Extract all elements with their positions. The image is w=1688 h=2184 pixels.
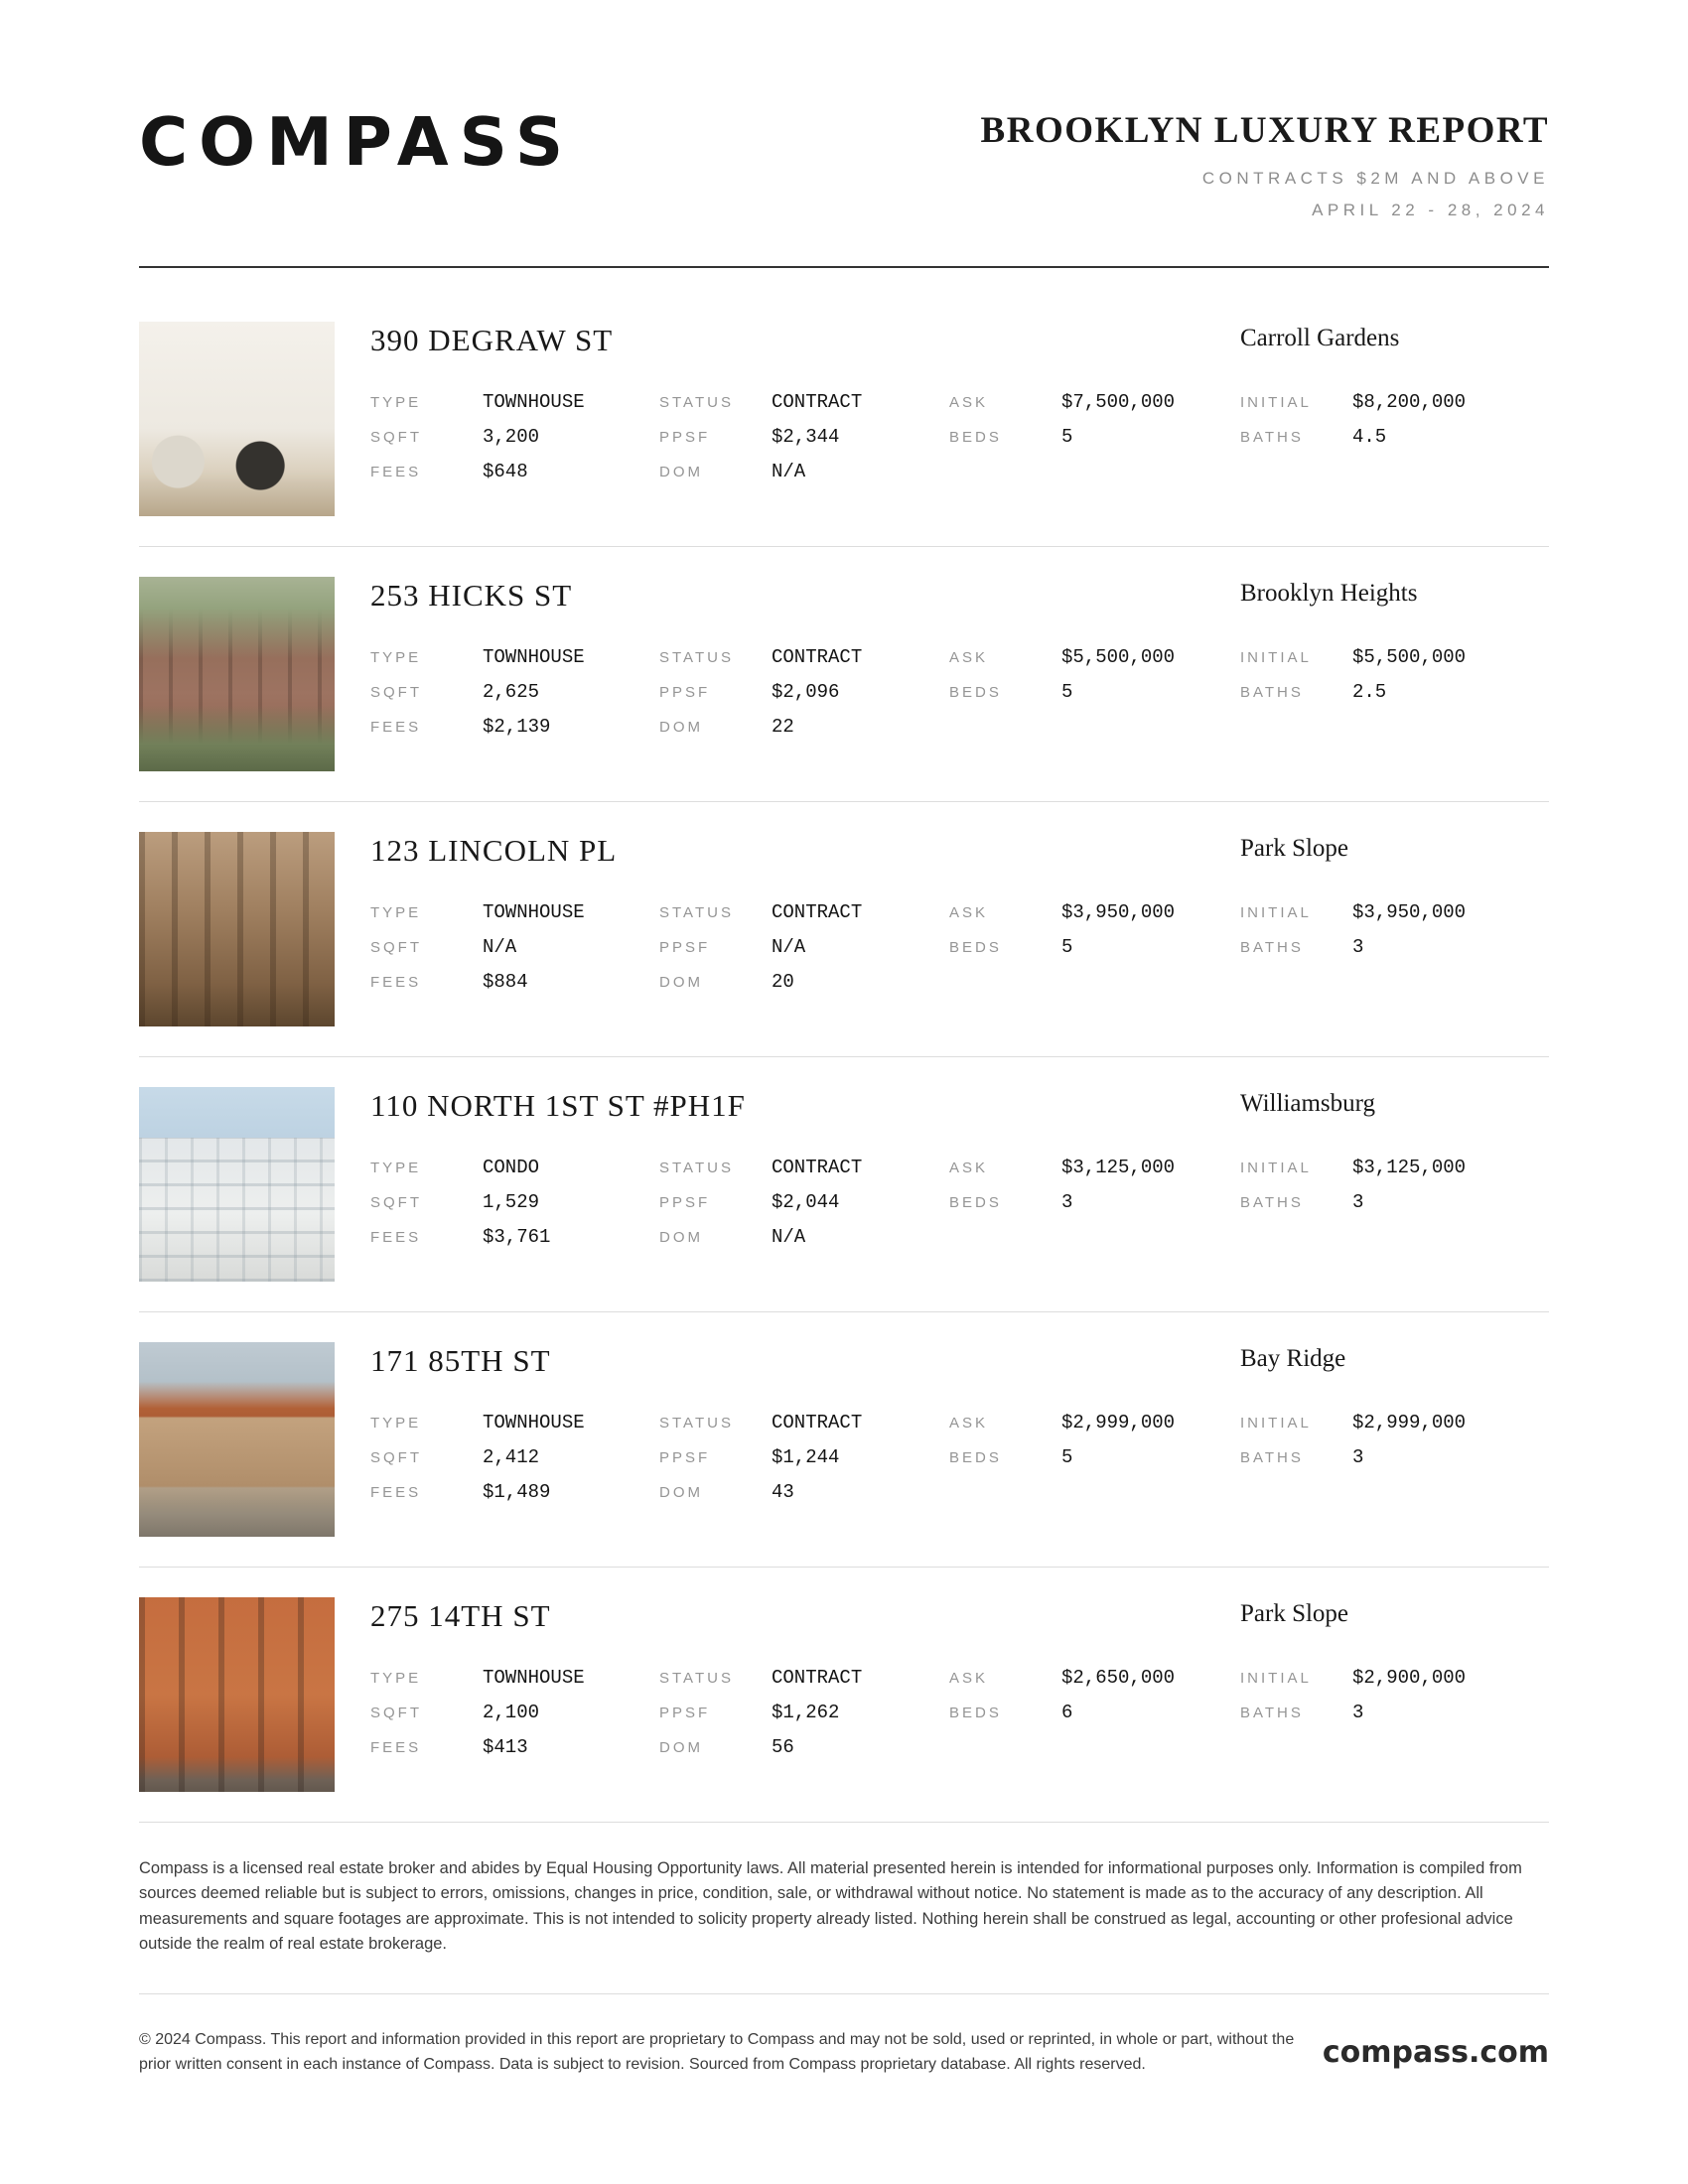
listing-row	[139, 1057, 1549, 1312]
initial-row	[1240, 1406, 1549, 1440]
status-label: STATUS	[659, 648, 734, 666]
listing-details	[370, 1597, 1549, 1792]
listing-data-grid	[370, 895, 1549, 1000]
listing-neighborhood: Carroll Gardens	[1240, 324, 1400, 351]
listing-data-col-3	[949, 1661, 1240, 1765]
listing-neighborhood: Williamsburg	[1240, 1089, 1376, 1117]
initial-label: INITIAL	[1240, 1159, 1312, 1176]
listing-data-grid	[370, 1661, 1549, 1765]
beds-label: BEDS	[949, 938, 1002, 956]
listings	[139, 268, 1549, 1823]
listing-address: 110 NORTH 1ST ST #PH1F	[370, 1087, 746, 1123]
sqft-row	[370, 1185, 659, 1220]
beds-value: 3	[1061, 1191, 1073, 1214]
listing-data-col-3	[949, 1406, 1240, 1510]
baths-value: 2.5	[1352, 681, 1387, 704]
status-value: CONTRACT	[772, 1667, 863, 1690]
listing-details	[370, 1087, 1549, 1282]
disclaimer-section	[139, 1823, 1549, 1994]
baths-value: 3	[1352, 1446, 1364, 1469]
type-row	[370, 385, 659, 420]
listing-neighborhood: Park Slope	[1240, 834, 1349, 862]
property-photo	[139, 832, 335, 1026]
property-photo	[139, 1087, 335, 1282]
fees-value: $648	[483, 461, 528, 483]
listing-data-grid	[370, 1406, 1549, 1510]
type-label: TYPE	[370, 1414, 422, 1432]
ask-row	[949, 385, 1240, 420]
dom-value: 56	[772, 1736, 794, 1759]
beds-row	[949, 1440, 1240, 1475]
type-value: TOWNHOUSE	[483, 901, 585, 924]
ask-row	[949, 640, 1240, 675]
status-label: STATUS	[659, 903, 734, 921]
report-header	[139, 0, 1549, 220]
initial-label: INITIAL	[1240, 1414, 1312, 1432]
baths-row	[1240, 1185, 1549, 1220]
property-photo	[139, 1342, 335, 1537]
ask-label: ASK	[949, 648, 989, 666]
ask-value: $5,500,000	[1061, 646, 1176, 669]
listing-data-col-1	[370, 385, 659, 489]
fees-label: FEES	[370, 1483, 422, 1501]
dom-label: DOM	[659, 1228, 703, 1246]
sqft-row	[370, 930, 659, 965]
ask-row	[949, 1151, 1240, 1185]
sqft-label: SQFT	[370, 683, 422, 701]
listing-data-col-1	[370, 1151, 659, 1255]
type-label: TYPE	[370, 648, 422, 666]
sqft-value: N/A	[483, 936, 517, 959]
fees-value: $413	[483, 1736, 528, 1759]
sqft-label: SQFT	[370, 1448, 422, 1466]
beds-row	[949, 420, 1240, 455]
ppsf-value: $2,044	[772, 1191, 840, 1214]
initial-value: $5,500,000	[1352, 646, 1467, 669]
listing-data-col-2	[659, 1151, 949, 1255]
report-footer	[139, 1994, 1549, 2078]
listing-row	[139, 547, 1549, 802]
listing-data-col-4	[1240, 895, 1549, 1000]
baths-value: 4.5	[1352, 426, 1387, 449]
listing-data-col-3	[949, 1151, 1240, 1255]
listing-data-col-1	[370, 895, 659, 1000]
sqft-value: 3,200	[483, 426, 540, 449]
listing-data-col-2	[659, 640, 949, 745]
listing-data-col-2	[659, 1661, 949, 1765]
dom-value: 20	[772, 971, 794, 994]
dom-row	[659, 1220, 949, 1255]
ask-row	[949, 1661, 1240, 1696]
ppsf-row	[659, 930, 949, 965]
status-row	[659, 1661, 949, 1696]
ask-row	[949, 895, 1240, 930]
baths-label: BATHS	[1240, 683, 1304, 701]
status-row	[659, 895, 949, 930]
type-row	[370, 1661, 659, 1696]
report-title-block	[981, 109, 1549, 220]
listing-data-col-2	[659, 1406, 949, 1510]
type-value: TOWNHOUSE	[483, 646, 585, 669]
listing-data-col-4	[1240, 640, 1549, 745]
type-label: TYPE	[370, 903, 422, 921]
property-photo	[139, 577, 335, 771]
listing-header	[370, 1342, 1549, 1386]
sqft-label: SQFT	[370, 1193, 422, 1211]
baths-row	[1240, 420, 1549, 455]
fees-row	[370, 1730, 659, 1765]
dom-label: DOM	[659, 718, 703, 736]
ppsf-label: PPSF	[659, 1704, 711, 1721]
status-label: STATUS	[659, 1159, 734, 1176]
status-label: STATUS	[659, 1414, 734, 1432]
baths-label: BATHS	[1240, 1704, 1304, 1721]
sqft-value: 2,100	[483, 1702, 540, 1724]
ask-value: $3,950,000	[1061, 901, 1176, 924]
ppsf-value: $2,096	[772, 681, 840, 704]
listing-address: 253 HICKS ST	[370, 577, 573, 613]
fees-label: FEES	[370, 1738, 422, 1756]
beds-row	[949, 675, 1240, 710]
initial-value: $8,200,000	[1352, 391, 1467, 414]
ppsf-row	[659, 1185, 949, 1220]
type-row	[370, 1406, 659, 1440]
listing-header	[370, 577, 1549, 620]
dom-value: 43	[772, 1481, 794, 1504]
baths-label: BATHS	[1240, 1448, 1304, 1466]
initial-row	[1240, 1151, 1549, 1185]
fees-row	[370, 1475, 659, 1510]
fees-label: FEES	[370, 463, 422, 480]
listing-data-col-4	[1240, 385, 1549, 489]
sqft-value: 1,529	[483, 1191, 540, 1214]
initial-label: INITIAL	[1240, 903, 1312, 921]
sqft-row	[370, 420, 659, 455]
ask-label: ASK	[949, 1414, 989, 1432]
listing-address: 390 DEGRAW ST	[370, 322, 614, 357]
listing-address: 275 14TH ST	[370, 1597, 551, 1633]
initial-value: $3,125,000	[1352, 1157, 1467, 1179]
beds-row	[949, 930, 1240, 965]
ppsf-value: $1,262	[772, 1702, 840, 1724]
baths-row	[1240, 1440, 1549, 1475]
beds-value: 5	[1061, 426, 1073, 449]
listing-data-col-4	[1240, 1661, 1549, 1765]
fees-row	[370, 1220, 659, 1255]
compass-logo: COMPASS	[139, 103, 575, 181]
fees-row	[370, 965, 659, 1000]
type-row	[370, 895, 659, 930]
ppsf-row	[659, 675, 949, 710]
ask-row	[949, 1406, 1240, 1440]
ppsf-value: N/A	[772, 936, 806, 959]
beds-label: BEDS	[949, 428, 1002, 446]
status-value: CONTRACT	[772, 901, 863, 924]
status-row	[659, 1151, 949, 1185]
baths-label: BATHS	[1240, 1193, 1304, 1211]
ppsf-label: PPSF	[659, 938, 711, 956]
ppsf-label: PPSF	[659, 428, 711, 446]
initial-label: INITIAL	[1240, 393, 1312, 411]
listing-row	[139, 1568, 1549, 1823]
listing-details	[370, 832, 1549, 1026]
listing-data-col-3	[949, 385, 1240, 489]
sqft-row	[370, 675, 659, 710]
sqft-label: SQFT	[370, 938, 422, 956]
ask-value: $2,999,000	[1061, 1412, 1176, 1434]
status-value: CONTRACT	[772, 646, 863, 669]
ppsf-row	[659, 1696, 949, 1730]
listing-neighborhood: Bay Ridge	[1240, 1344, 1346, 1372]
ppsf-value: $2,344	[772, 426, 840, 449]
dom-row	[659, 1475, 949, 1510]
fees-label: FEES	[370, 718, 422, 736]
beds-value: 5	[1061, 936, 1073, 959]
initial-row	[1240, 640, 1549, 675]
property-photo	[139, 322, 335, 516]
listing-data-col-3	[949, 640, 1240, 745]
status-row	[659, 640, 949, 675]
initial-row	[1240, 385, 1549, 420]
listing-details	[370, 322, 1549, 516]
fees-row	[370, 455, 659, 489]
report-subtitle: CONTRACTS $2M AND ABOVE	[1201, 168, 1549, 188]
type-label: TYPE	[370, 1669, 422, 1687]
ask-label: ASK	[949, 393, 989, 411]
dom-label: DOM	[659, 1483, 703, 1501]
type-value: CONDO	[483, 1157, 540, 1179]
ask-value: $7,500,000	[1061, 391, 1176, 414]
fees-value: $1,489	[483, 1481, 551, 1504]
listing-header	[370, 1087, 1549, 1131]
property-photo	[139, 1597, 335, 1792]
beds-value: 5	[1061, 681, 1073, 704]
baths-row	[1240, 930, 1549, 965]
ppsf-row	[659, 1440, 949, 1475]
listing-data-col-4	[1240, 1151, 1549, 1255]
dom-row	[659, 965, 949, 1000]
beds-label: BEDS	[949, 1193, 1002, 1211]
listing-data-grid	[370, 640, 1549, 745]
type-value: TOWNHOUSE	[483, 1667, 585, 1690]
baths-value: 3	[1352, 1702, 1364, 1724]
report-date-range: APRIL 22 - 28, 2024	[1312, 200, 1549, 219]
status-label: STATUS	[659, 1669, 734, 1687]
listing-data-col-3	[949, 895, 1240, 1000]
ask-value: $2,650,000	[1061, 1667, 1176, 1690]
initial-value: $2,999,000	[1352, 1412, 1467, 1434]
ask-value: $3,125,000	[1061, 1157, 1176, 1179]
listing-data-col-4	[1240, 1406, 1549, 1510]
initial-row	[1240, 1661, 1549, 1696]
baths-label: BATHS	[1240, 938, 1304, 956]
ppsf-label: PPSF	[659, 683, 711, 701]
listing-details	[370, 577, 1549, 771]
listing-data-grid	[370, 1151, 1549, 1255]
ppsf-label: PPSF	[659, 1193, 711, 1211]
status-value: CONTRACT	[772, 391, 863, 414]
initial-label: INITIAL	[1240, 1669, 1312, 1687]
fees-value: $2,139	[483, 716, 551, 739]
initial-label: INITIAL	[1240, 648, 1312, 666]
listing-neighborhood: Brooklyn Heights	[1240, 579, 1418, 607]
sqft-label: SQFT	[370, 428, 422, 446]
dom-label: DOM	[659, 463, 703, 480]
beds-label: BEDS	[949, 683, 1002, 701]
type-row	[370, 640, 659, 675]
baths-row	[1240, 1696, 1549, 1730]
listing-data-col-1	[370, 1406, 659, 1510]
beds-value: 5	[1061, 1446, 1073, 1469]
sqft-value: 2,625	[483, 681, 540, 704]
listing-neighborhood: Park Slope	[1240, 1599, 1349, 1627]
initial-value: $2,900,000	[1352, 1667, 1467, 1690]
ask-label: ASK	[949, 1159, 989, 1176]
beds-row	[949, 1696, 1240, 1730]
baths-value: 3	[1352, 1191, 1364, 1214]
dom-value: N/A	[772, 1226, 806, 1249]
fees-row	[370, 710, 659, 745]
sqft-label: SQFT	[370, 1704, 422, 1721]
listing-data-col-1	[370, 1661, 659, 1765]
baths-label: BATHS	[1240, 428, 1304, 446]
beds-value: 6	[1061, 1702, 1073, 1724]
ppsf-value: $1,244	[772, 1446, 840, 1469]
listing-data-col-2	[659, 385, 949, 489]
status-row	[659, 1406, 949, 1440]
listing-address: 171 85TH ST	[370, 1342, 551, 1378]
status-value: CONTRACT	[772, 1412, 863, 1434]
baths-value: 3	[1352, 936, 1364, 959]
report-title: BROOKLYN LUXURY REPORT	[980, 110, 1549, 151]
beds-row	[949, 1185, 1240, 1220]
status-value: CONTRACT	[772, 1157, 863, 1179]
ppsf-row	[659, 420, 949, 455]
status-row	[659, 385, 949, 420]
sqft-row	[370, 1440, 659, 1475]
beds-label: BEDS	[949, 1448, 1002, 1466]
fees-label: FEES	[370, 1228, 422, 1246]
fees-label: FEES	[370, 973, 422, 991]
type-row	[370, 1151, 659, 1185]
initial-value: $3,950,000	[1352, 901, 1467, 924]
listing-header	[370, 832, 1549, 876]
sqft-row	[370, 1696, 659, 1730]
listing-row	[139, 268, 1549, 547]
copyright-text: © 2024 Compass. This report and information provided in this report are proprietary to Compass and may not be sold, used or reprinted, in whole or part, without the prior written consent in each instance of Compass. Data is subject to revision. Sourced from Compass proprietary database. All rights reserved.	[139, 2030, 1295, 2073]
listing-row	[139, 1312, 1549, 1568]
ask-label: ASK	[949, 1669, 989, 1687]
fees-value: $884	[483, 971, 528, 994]
type-value: TOWNHOUSE	[483, 391, 585, 414]
listing-data-grid	[370, 385, 1549, 489]
dom-row	[659, 1730, 949, 1765]
listing-row	[139, 802, 1549, 1057]
beds-label: BEDS	[949, 1704, 1002, 1721]
listing-header	[370, 1597, 1549, 1641]
listing-details	[370, 1342, 1549, 1537]
dom-row	[659, 455, 949, 489]
listing-data-col-2	[659, 895, 949, 1000]
type-label: TYPE	[370, 1159, 422, 1176]
dom-row	[659, 710, 949, 745]
disclaimer-text: Compass is a licensed real estate broker and abides by Equal Housing Opportunity laws. All material presented herein is intended for informational purposes only. Information is compiled from sources deemed reliable but is subject to errors, omissions, changes in price, condition, sale, or withdrawal without notice. No statement is made as to the accuracy of any description. All measurements and square footages are approximate. This is not intended to solicity property already listed. Nothing herein shall be construed as legal, accounting or other profesional advice outside the realm of real estate brokerage.	[139, 1858, 1522, 1954]
ppsf-label: PPSF	[659, 1448, 711, 1466]
type-label: TYPE	[370, 393, 422, 411]
dom-label: DOM	[659, 973, 703, 991]
ask-label: ASK	[949, 903, 989, 921]
listing-address: 123 LINCOLN PL	[370, 832, 618, 868]
dom-label: DOM	[659, 1738, 703, 1756]
listing-data-col-1	[370, 640, 659, 745]
status-label: STATUS	[659, 393, 734, 411]
initial-row	[1240, 895, 1549, 930]
sqft-value: 2,412	[483, 1446, 540, 1469]
compass-website-link[interactable]: compass.com	[1322, 2035, 1549, 2071]
listing-header	[370, 322, 1549, 365]
type-value: TOWNHOUSE	[483, 1412, 585, 1434]
fees-value: $3,761	[483, 1226, 551, 1249]
baths-row	[1240, 675, 1549, 710]
dom-value: N/A	[772, 461, 806, 483]
dom-value: 22	[772, 716, 794, 739]
